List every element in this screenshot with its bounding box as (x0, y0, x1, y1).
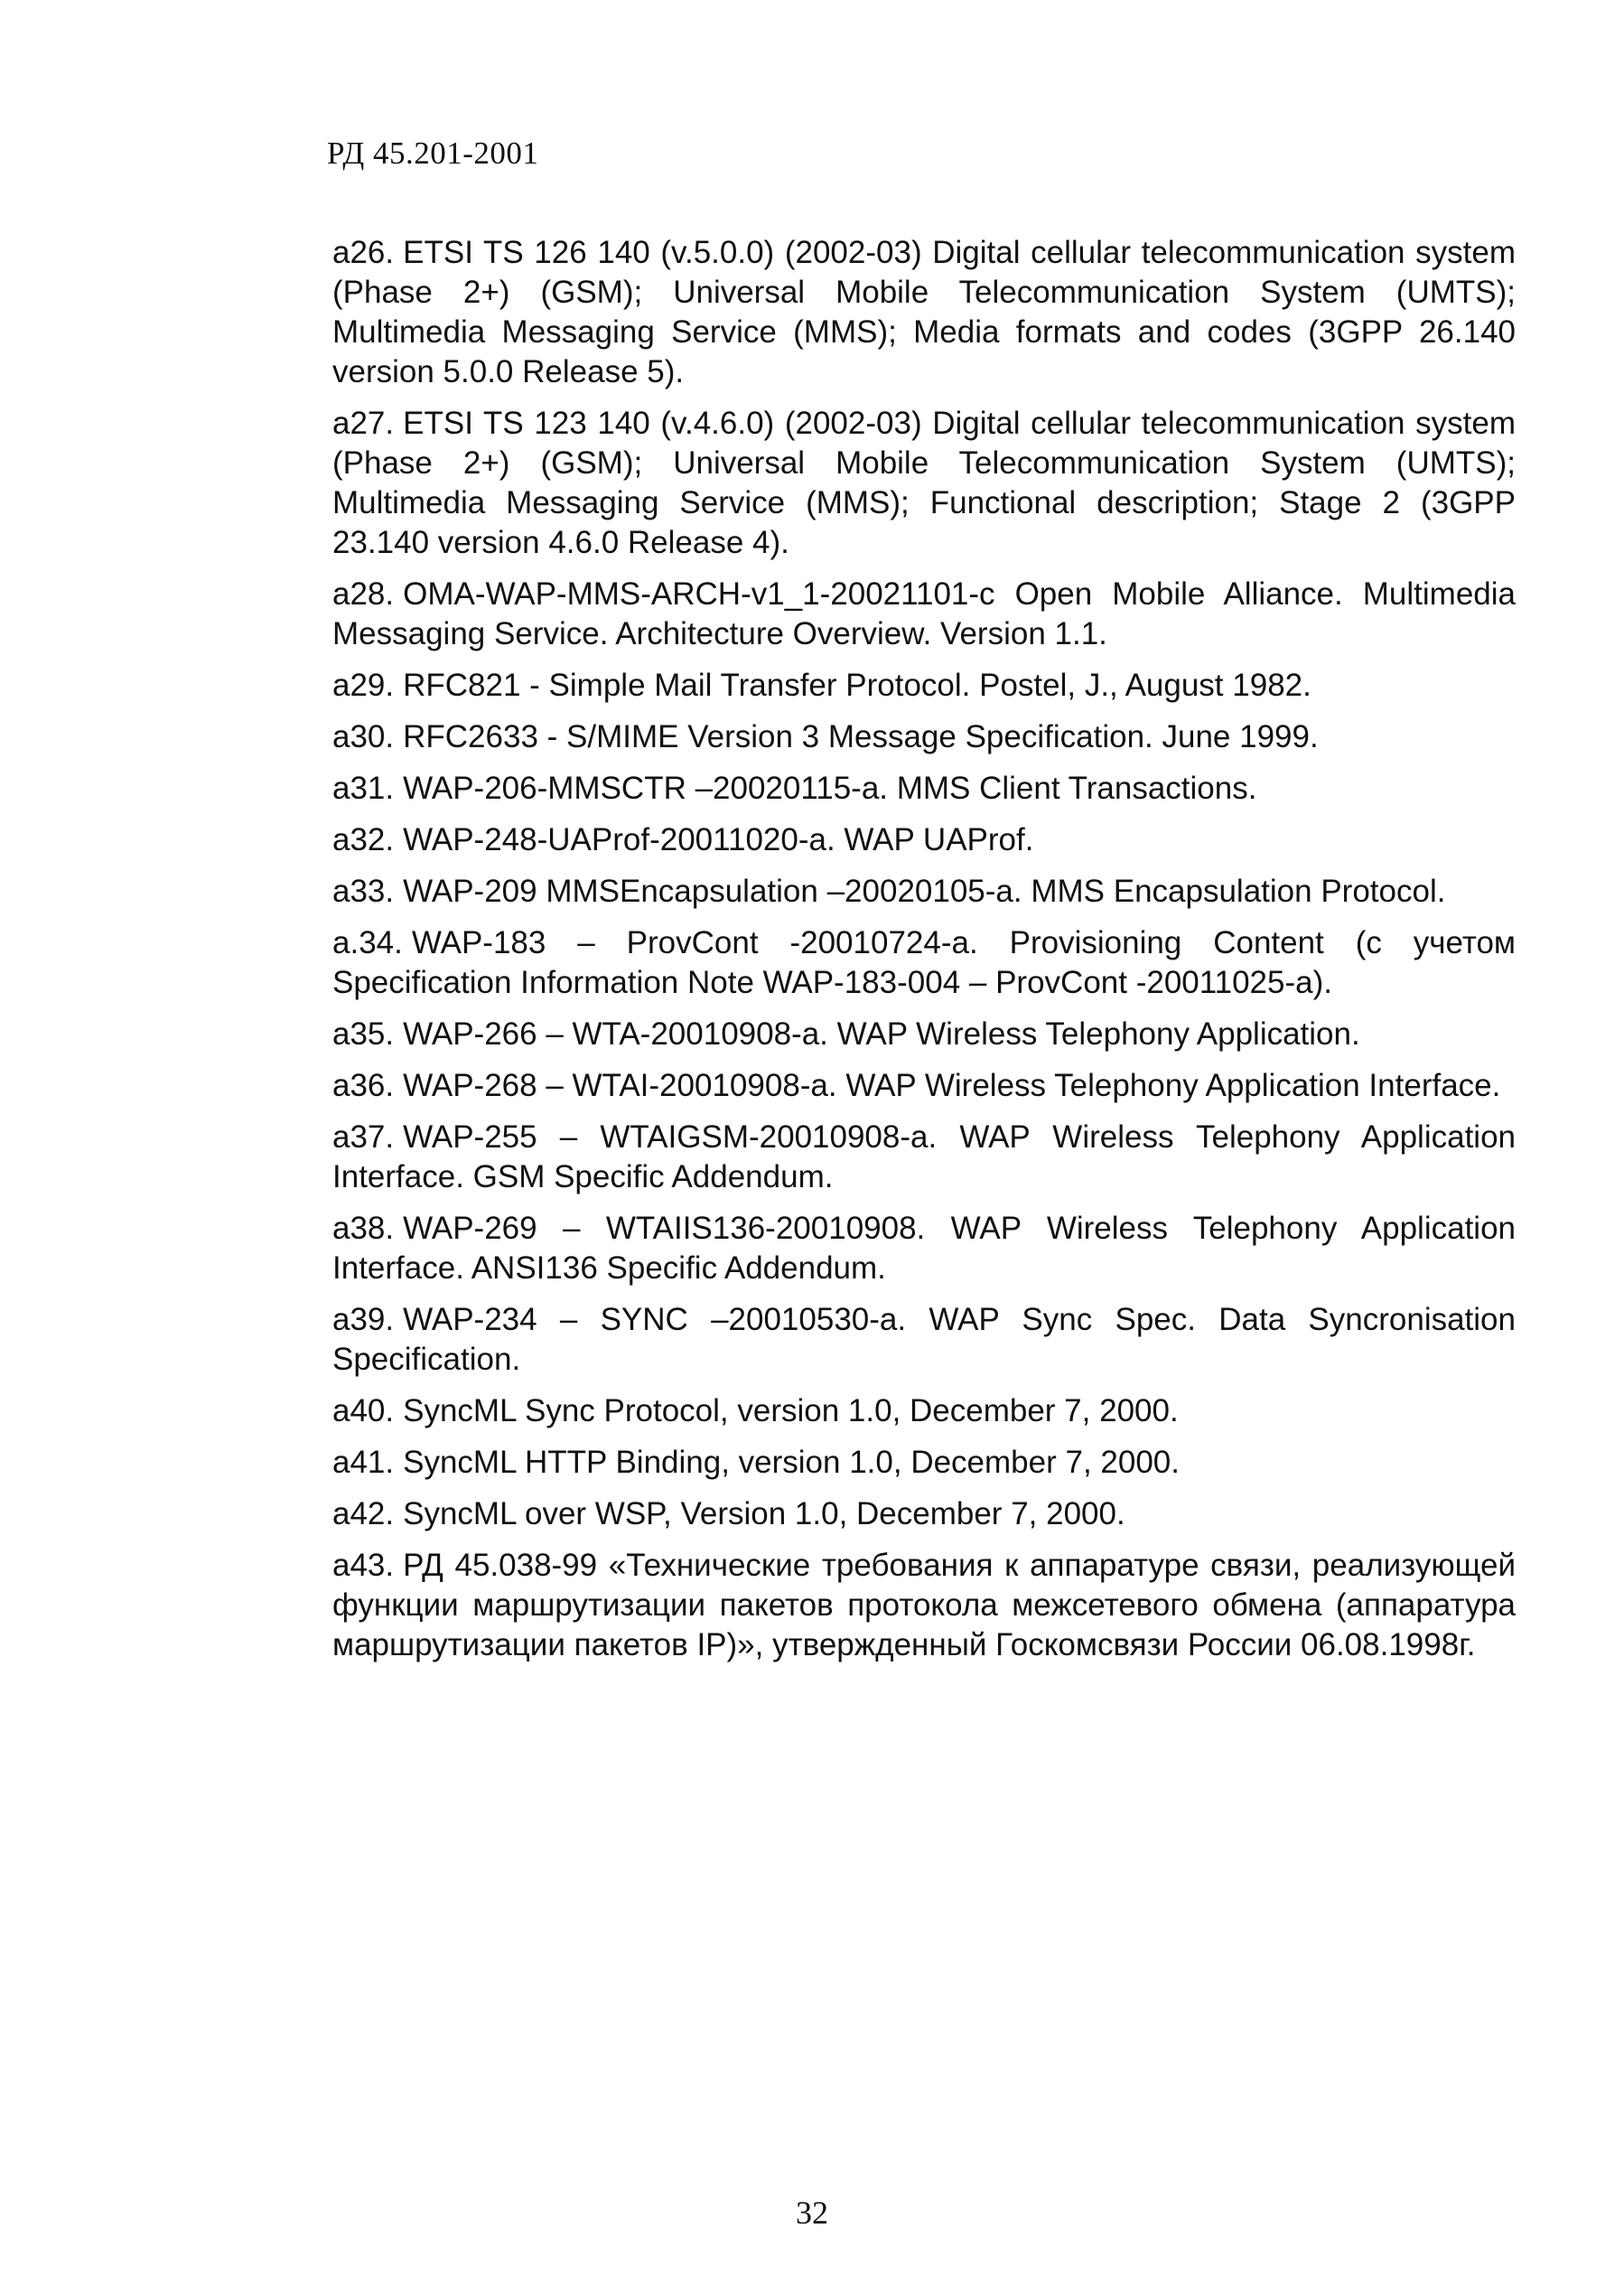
reference-item (332, 233, 1516, 392)
reference-number: a37. (332, 1119, 395, 1155)
reference-number: a29. (332, 668, 395, 703)
reference-item (332, 1118, 1516, 1197)
reference-text: WAP-183 – ProvCont -20010724-a. Provisioning Content (с учетом Specification Information Note WAP-183-004 – ProvCont -20011025-a). (332, 925, 1516, 1000)
reference-number: a41. (332, 1445, 395, 1480)
reference-text: WAP-234 – SYNC –20010530-a. WAP Sync Spec. Data Syncronisation Specification. (332, 1302, 1516, 1377)
reference-number: a38. (332, 1211, 395, 1246)
reference-item (332, 820, 1516, 860)
reference-item (332, 1391, 1516, 1431)
reference-number: a26. (332, 235, 395, 270)
reference-text: SyncML Sync Protocol, version 1.0, December 7, 2000. (403, 1393, 1179, 1428)
reference-item (332, 1443, 1516, 1483)
reference-number: a.34. (332, 925, 403, 960)
reference-text: WAP-209 MMSEncapsulation –20020105-a. MMS Encapsulation Protocol. (403, 874, 1446, 909)
reference-item (332, 717, 1516, 757)
reference-item (332, 769, 1516, 809)
reference-text: РД 45.038-99 «Технические требования к аппаратуре связи, реализующей функции маршрутизации пакетов протокола межсетевого обмена (аппаратура маршрутизации пакетов IP)», утвержденный Госкомсвязи России 06.08.1998г. (332, 1548, 1516, 1662)
reference-item (332, 872, 1516, 912)
reference-text: RFC2633 - S/MIME Version 3 Message Specification. June 1999. (403, 719, 1319, 754)
running-header: РД 45.201-2001 (327, 136, 539, 171)
reference-text: WAP-266 – WTA-20010908-a. WAP Wireless Telephony Application. (403, 1016, 1360, 1052)
reference-number: a35. (332, 1016, 395, 1052)
reference-text: SyncML over WSP, Version 1.0, December 7, 2000. (403, 1496, 1125, 1531)
reference-number: a33. (332, 874, 395, 909)
reference-text: WAP-269 – WTAIIS136-20010908. WAP Wireless Telephony Application Interface. ANSI136 Specific Addendum. (332, 1211, 1516, 1286)
reference-item (332, 1300, 1516, 1380)
reference-number: a27. (332, 406, 395, 441)
reference-number: a42. (332, 1496, 395, 1531)
reference-number: a36. (332, 1068, 395, 1103)
reference-text: WAP-268 – WTAI-20010908-a. WAP Wireless Telephony Application Interface. (403, 1068, 1501, 1103)
reference-item (332, 666, 1516, 706)
reference-number: a30. (332, 719, 395, 754)
reference-number: a39. (332, 1302, 395, 1337)
reference-item (332, 1209, 1516, 1288)
reference-number: a31. (332, 771, 395, 806)
reference-text: RFC821 - Simple Mail Transfer Protocol. Postel, J., August 1982. (403, 668, 1311, 703)
reference-item (332, 1546, 1516, 1665)
reference-item (332, 404, 1516, 563)
reference-text: WAP-255 – WTAIGSM-20010908-a. WAP Wireless Telephony Application Interface. GSM Specific Addendum. (332, 1119, 1516, 1194)
reference-text: OMA-WAP-MMS-ARCH-v1_1-20021101-c Open Mobile Alliance. Multimedia Messaging Service. Architecture Overview. Version 1.1. (332, 576, 1516, 651)
reference-text: SyncML HTTP Binding, version 1.0, December 7, 2000. (403, 1445, 1180, 1480)
reference-number: a28. (332, 576, 395, 612)
reference-item (332, 1066, 1516, 1106)
page-number: 32 (796, 2195, 828, 2231)
reference-item (332, 1015, 1516, 1054)
reference-text: WAP-248-UAProf-20011020-a. WAP UAProf. (403, 822, 1034, 857)
reference-text: ETSI TS 123 140 (v.4.6.0) (2002-03) Digital cellular telecommunication system (Phase 2+) (GSM); Universal Mobile Telecommunication System (UMTS); Multimedia Messaging Service (MMS); Functional description; Stage 2 (3GPP 23.140 version 4.6.0 Release 4). (332, 406, 1516, 560)
reference-item (332, 575, 1516, 654)
reference-text: WAP-206-MMSCTR –20020115-a. MMS Client Transactions. (403, 771, 1257, 806)
reference-number: a40. (332, 1393, 395, 1428)
reference-text: ETSI TS 126 140 (v.5.0.0) (2002-03) Digital cellular telecommunication system (Phase 2+) (GSM); Universal Mobile Telecommunication System (UMTS); Multimedia Messaging Service (MMS); Media formats and codes (3GPP 26.140 version 5.0.0 Release 5). (332, 235, 1516, 389)
reference-item (332, 923, 1516, 1003)
reference-item (332, 1494, 1516, 1534)
reference-number: a43. (332, 1548, 395, 1583)
reference-number: a32. (332, 822, 395, 857)
reference-list (332, 233, 1516, 1677)
